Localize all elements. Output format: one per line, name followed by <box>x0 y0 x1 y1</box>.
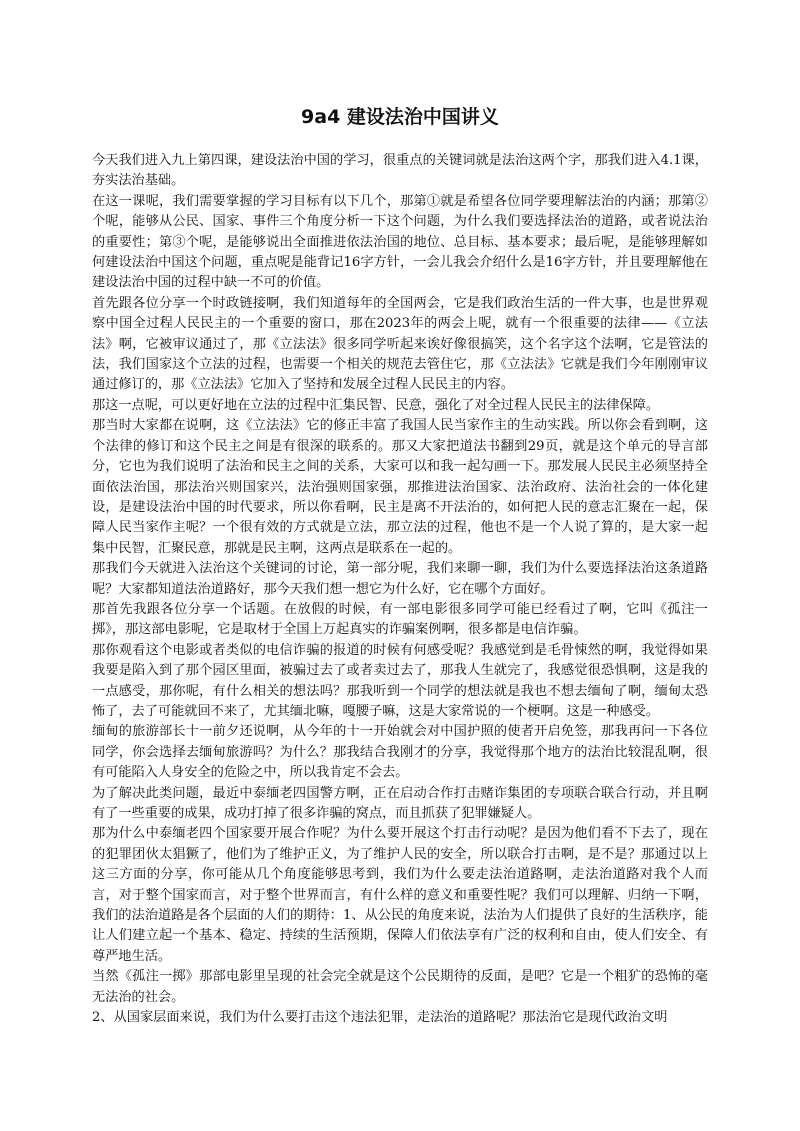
document-title: 9a4 建设法治中国讲义 <box>301 106 499 128</box>
paragraph-3: 首先跟各位分享一个时政链接啊，我们知道每年的全国两会，它是我们政治生活的一件大事，也是世界观察中国全过程人民民主的一个重要的窗口，那在2023年的两会上呢，就有一个很重要的法律——《立法法》啊，它被审议通过了，那《立法法》很多同学听起来诶好像很搞笑，这个名字这个法啊，它是管法的法，我们国家这个立法的过程，也需要一个相关的规范去管住它，那《立法法》它就是我们今年刚刚审议通过修订的，那《立法法》它加入了坚持和发展全过程人民民主的内容。 <box>92 295 708 393</box>
paragraph-13: 2、从国家层面来说，我们为什么要打击这个违法犯罪，走法治的道路呢？那法治它是现代政治文明 <box>92 1010 668 1026</box>
paragraph-7: 那首先我跟各位分享一个话题。在放假的时候，有一部电影很多同学可能已经看过了啊，它叫《孤注一掷》，那这部电影呢，它是取材于全国上万起真实的诈骗案例啊，很多都是电信诈骗。 <box>92 601 708 638</box>
paragraph-6: 那我们今天就进入法治这个关键词的讨论，第一部分呢，我们来聊一聊，我们为什么要选择法治这条道路呢？大家都知道法治道路好，那今天我们想一想它为什么好，它在哪个方面好。 <box>92 561 708 597</box>
paragraph-4: 那这一点呢，可以更好地在立法的过程中汇集民智、民意，强化了对全过程人民民主的法律保障。 <box>92 397 660 413</box>
paragraph-12: 当然《孤注一掷》那部电影里呈现的社会完全就是这个公民期待的反面，是吧？它是一个粗犷的恐怖的毫无法治的社会。 <box>92 969 708 1005</box>
document-body <box>92 151 708 1028</box>
paragraph-5: 那当时大家都在说啊，这《立法法》它的修正丰富了我国人民当家作主的生动实践。所以你会看到啊，这个法律的修订和这个民主之间是有很深的联系的。那又大家把道法书翻到29页，就是这个单元的导言部分，它也为我们说明了法治和民主之间的关系，大家可以和我一起勾画一下。那发展人民民主必须坚持全面依法治国，那法治兴则国家兴，法治强则国家强，那推进法治国家、法治政府、法治社会的一体化建设，是建设法治中国的时代要求，所以你看啊，民主是离不开法治的，如何把人民的意志汇聚在一起，保障人民当家作主呢？一个很有效的方式就是立法，那立法的过程，他也不是一个人说了算的，是大家一起集中民智，汇聚民意，那就是民主啊，这两点是联系在一起的。 <box>92 418 708 556</box>
paragraph-10: 为了解决此类问题，最近中泰缅老四国警方啊，正在启动合作打击赌诈集团的专项联合联合行动，并且啊有了一些重要的成果，成功打掉了很多诈骗的窝点，而且抓获了犯罪嫌疑人。 <box>92 785 708 821</box>
paragraph-8: 那你观看这个电影或者类似的电信诈骗的报道的时候有何感受呢？我感觉到是毛骨悚然的啊，我觉得如果我要是陷入到了那个园区里面，被骗过去了或者卖过去了，那我人生就完了，我感觉很恐惧啊，这是我的一点感受，那你呢，有什么相关的想法吗？那我听到一个同学的想法就是我也不想去缅甸了啊，缅甸太恐怖了，去了可能就回不来了，尤其缅北嘛，嘎腰子嘛，这是大家常说的一个梗啊。这是一种感受。 <box>92 642 708 719</box>
paragraph-11: 那为什么中泰缅老四个国家要开展合作呢？为什么要开展这个打击行动呢？是因为他们看不下去了，现在的犯罪团伙太猖獗了，他们为了维护正义，为了维护人民的安全，所以联合打击啊，是不是？那通过以上这三方面的分享，你可能从几个角度能够思考到，我们为什么要走法治道路啊，走法治道路对我个人而言，对于整个国家而言，对于整个世界而言，有什么样的意义和重要性呢？我们可以理解、归纳一下啊，我们的法治道路是各个层面的人们的期待：1、从公民的角度来说，法治为人们提供了良好的生活秩序，能让人们建立起一个基本、稳定、持续的生活预期，保障人们依法享有广泛的权利和自由，使人们安全、有尊严地生活。 <box>92 826 708 964</box>
paragraph-1: 今天我们进入九上第四课，建设法治中国的学习，很重点的关键词就是法治这两个字，那我们进入4.1课，夯实法治基础。 <box>92 153 708 189</box>
paragraph-9: 缅甸的旅游部长十一前夕还说啊，从今年的十一开始就会对中国护照的使者开启免签，那我再问一下各位同学，你会选择去缅甸旅游吗？为什么？那我结合我刚才的分享，我觉得那个地方的法治比较混乱啊，很有可能陷入人身安全的危险之中，所以我肯定不会去。 <box>92 724 708 781</box>
paragraph-2: 在这一课呢，我们需要掌握的学习目标有以下几个，那第①就是希望各位同学要理解法治的内涵；那第②个呢，能够从公民、国家、事件三个角度分析一下这个问题，为什么我们要选择法治的道路，或者说法治的重要性；第③个呢，是能够说出全面推进依法治国的地位、总目标、基本要求；最后呢，是能够理解如何建设法治中国这个问题，重点呢是能背记16字方针，一会儿我会介绍什么是16字方针，并且要理解他在建设法治中国的过程中缺一不可的价值。 <box>92 193 708 291</box>
